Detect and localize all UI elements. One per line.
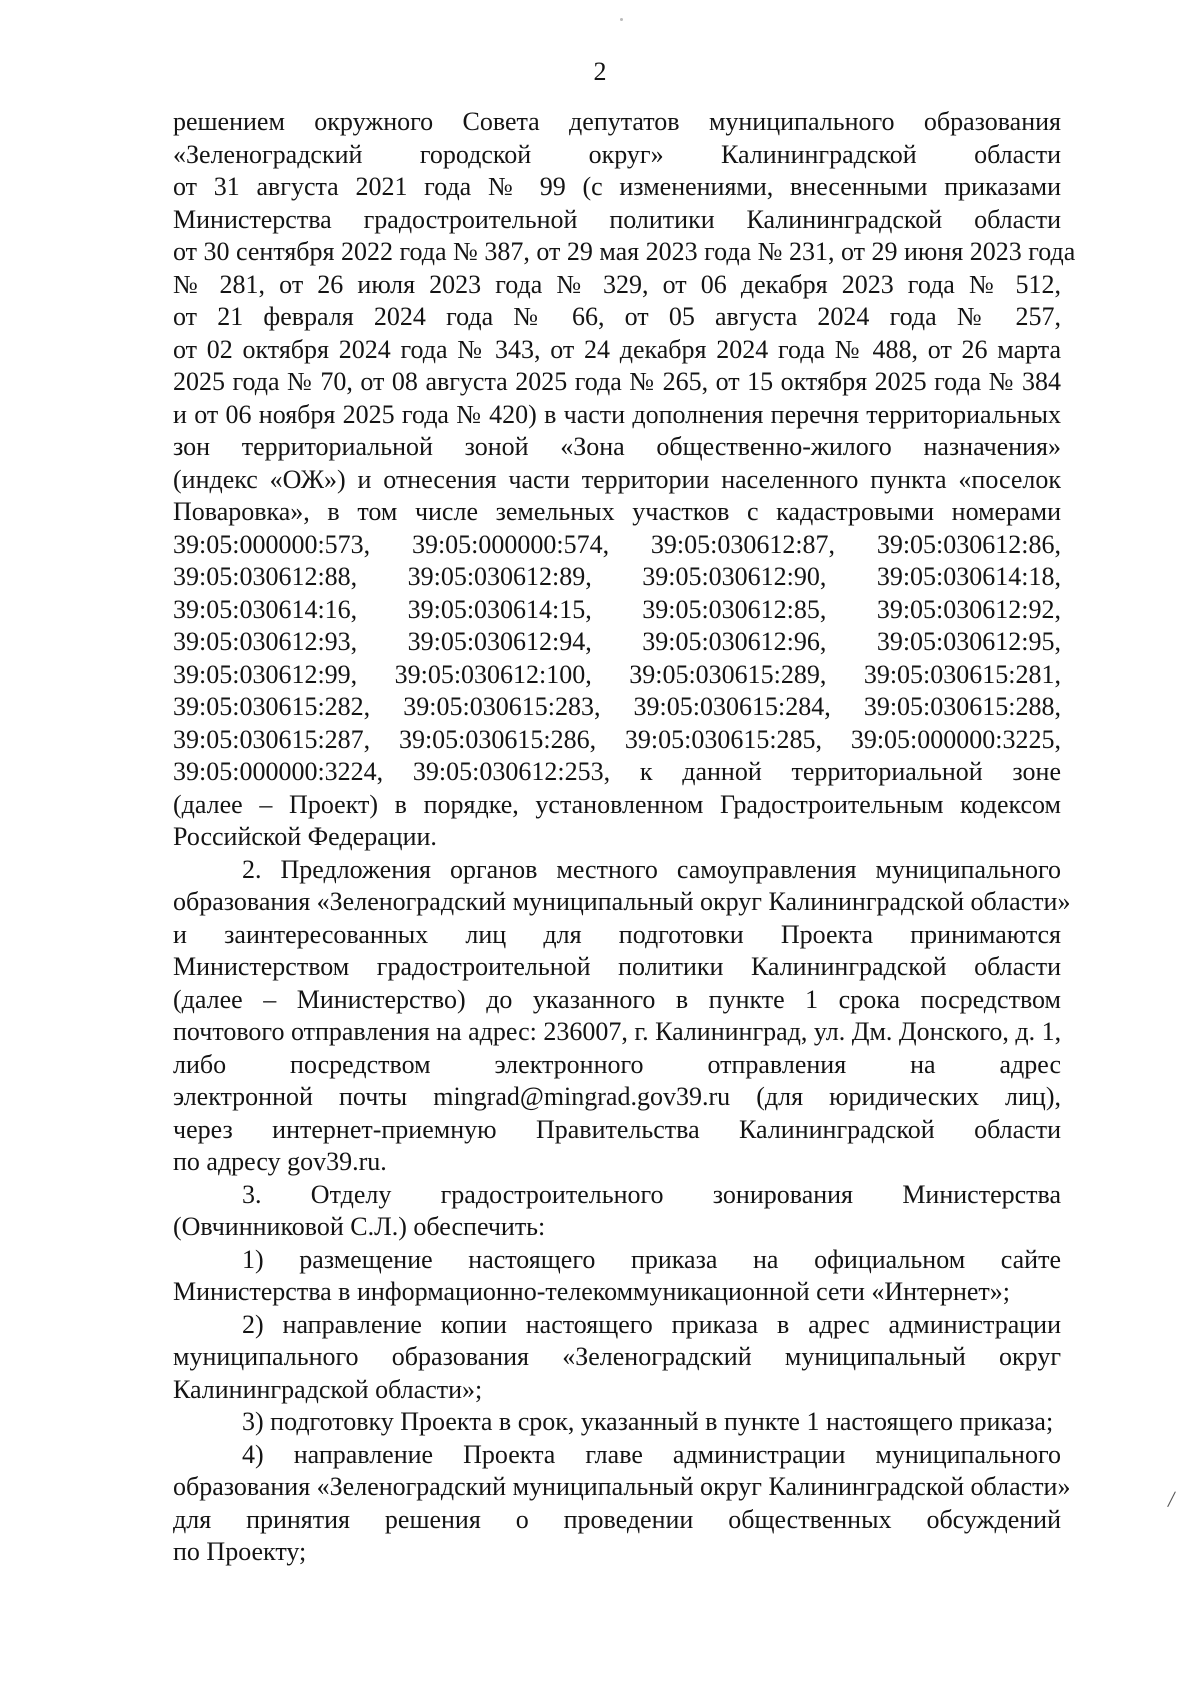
text-line: Калининградской области»;	[173, 1374, 483, 1404]
text-line: (далее – Проект) в порядке, установленном Градостроительным кодексом	[173, 789, 1061, 819]
text-line: 2) направление копии настоящего приказа в адрес администрации	[242, 1309, 1061, 1339]
text-line: 3. Отделу градостроительного зонирования Министерства	[242, 1179, 1061, 1209]
text-line: № 281, от 26 июля 2023 года № 329, от 06 декабря 2023 года № 512,	[173, 269, 1061, 299]
text-line: Российской Федерации.	[173, 822, 437, 851]
text-line: по Проекту;	[173, 1537, 307, 1566]
text-line: 39:05:030612:99, 39:05:030612:100, 39:05:030615:289, 39:05:030615:281,	[173, 659, 1061, 689]
text-line: 3) подготовку Проекта в срок, указанный в пункте 1 настоящего приказа;	[242, 1407, 1054, 1436]
text-line: образования «Зеленоградский муниципальный округ Калининградской области»	[173, 1472, 1071, 1501]
text-line: от 21 февраля 2024 года № 66, от 05 августа 2024 года № 257,	[173, 302, 1061, 331]
text-line: 1) размещение настоящего приказа на официальном сайте	[242, 1244, 1061, 1274]
text-line: образования «Зеленоградский муниципальный округ Калининградской области»	[173, 887, 1071, 916]
text-line: 39:05:000000:573, 39:05:000000:574, 39:05:030612:87, 39:05:030612:86,	[173, 529, 1061, 559]
text-line: для принятия решения о проведении общественных обсуждений	[173, 1504, 1061, 1534]
text-line: зон территориальной зоной «Зона общественно-жилого назначения»	[173, 432, 1061, 461]
text-line: (далее – Министерство) до указанного в пункте 1 срока посредством	[173, 984, 1061, 1014]
handwritten-mark: /	[1166, 1486, 1177, 1514]
text-line: либо посредством электронного отправления на адрес	[173, 1049, 1061, 1079]
text-line: от 31 августа 2021 года № 99 (с изменениями, внесенными приказами	[173, 172, 1061, 201]
text-line: 39:05:030612:93, 39:05:030612:94, 39:05:030612:96, 39:05:030612:95,	[173, 627, 1061, 656]
text-line: 39:05:030615:282, 39:05:030615:283, 39:05:030615:284, 39:05:030615:288,	[173, 692, 1061, 721]
text-line: Поваровка», в том числе земельных участков с кадастровыми номерами	[173, 497, 1061, 526]
text-line: 39:05:030614:16, 39:05:030614:15, 39:05:030612:85, 39:05:030612:92,	[173, 594, 1061, 624]
text-line: муниципального образования «Зеленоградский муниципальный округ	[173, 1342, 1061, 1371]
text-line: по адресу gov39.ru.	[173, 1147, 387, 1176]
text-line: от 02 октября 2024 года № 343, от 24 декабря 2024 года № 488, от 26 марта	[173, 334, 1061, 364]
text-line: решением окружного Совета депутатов муниципального образования	[173, 107, 1061, 136]
text-line: почтового отправления на адрес: 236007, г. Калининград, ул. Дм. Донского, д. 1,	[173, 1017, 1062, 1046]
text-line: электронной почты mingrad@mingrad.gov39.ru (для юридических лиц),	[173, 1082, 1061, 1111]
text-line: и заинтересованных лиц для подготовки Проекта принимаются	[173, 919, 1061, 949]
document-body	[173, 106, 1076, 1569]
text-line: 2025 года № 70, от 08 августа 2025 года № 265, от 15 октября 2025 года № 384	[173, 367, 1061, 396]
text-line: (индекс «ОЖ») и отнесения части территории населенного пункта «поселок	[173, 464, 1061, 494]
text-line: Министерства градостроительной политики Калининградской области	[173, 204, 1061, 234]
text-line: 39:05:000000:3224, 39:05:030612:253, к данной территориальной зоне	[173, 757, 1061, 786]
text-line: Министерства в информационно-телекоммуникационной сети «Интернет»;	[173, 1277, 1010, 1306]
text-line: и от 06 ноября 2025 года № 420) в части дополнения перечня территориальных	[173, 399, 1061, 429]
text-line: Министерством градостроительной политики Калининградской области	[173, 952, 1061, 981]
text-line: через интернет-приемную Правительства Калининградской области	[173, 1114, 1061, 1144]
page-number: 2	[593, 57, 607, 86]
text-line: 39:05:030612:88, 39:05:030612:89, 39:05:030612:90, 39:05:030614:18,	[173, 562, 1061, 591]
text-line: 39:05:030615:287, 39:05:030615:286, 39:05:030615:285, 39:05:000000:3225,	[173, 724, 1061, 754]
scan-speck	[620, 18, 623, 21]
text-line: «Зеленоградский городской округ» Калининградской области	[173, 139, 1061, 169]
text-line: (Овчинниковой С.Л.) обеспечить:	[173, 1212, 546, 1241]
text-line: от 30 сентября 2022 года № 387, от 29 мая 2023 года № 231, от 29 июня 2023 года	[173, 237, 1076, 266]
text-line: 4) направление Проекта главе администрации муниципального	[242, 1439, 1061, 1469]
text-line: 2. Предложения органов местного самоуправления муниципального	[242, 854, 1061, 884]
